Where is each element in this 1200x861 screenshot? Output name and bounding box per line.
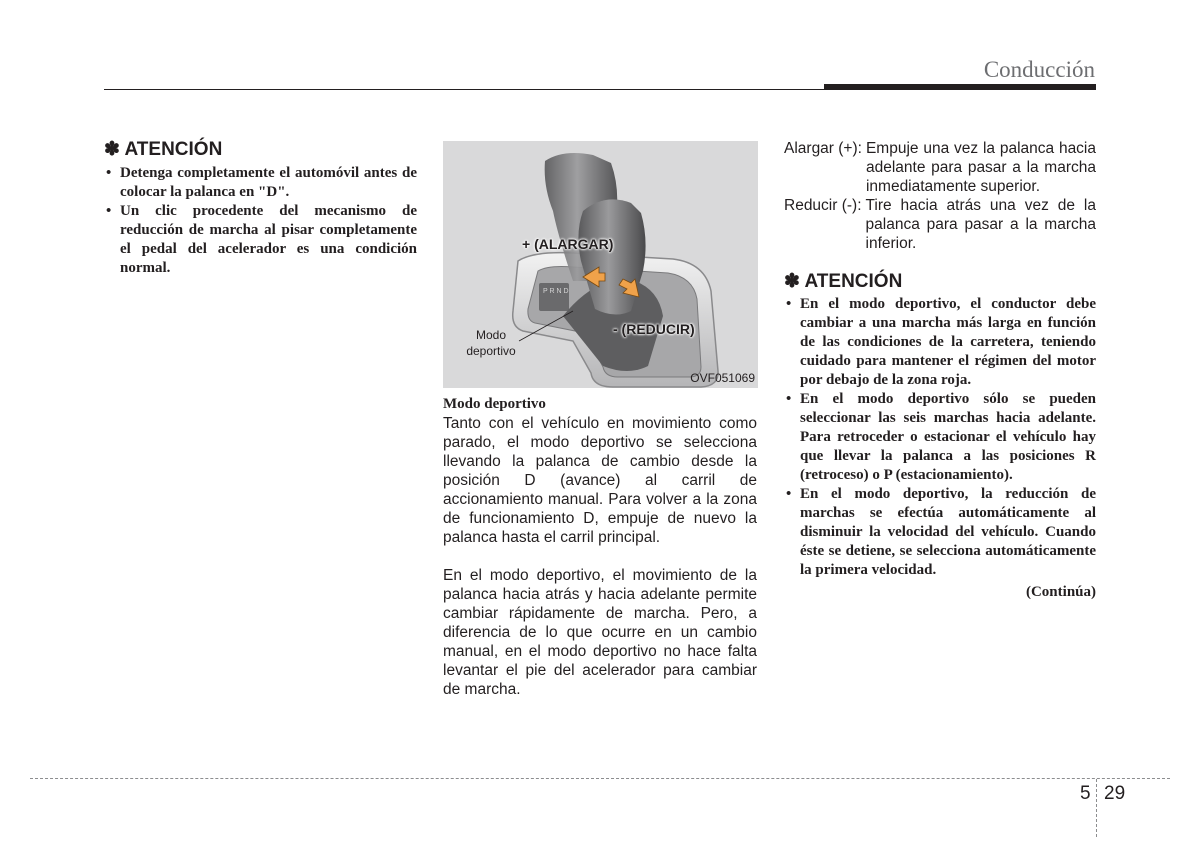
page-number: 29	[1104, 783, 1126, 804]
svg-text:P R N D: P R N D	[543, 288, 569, 295]
attention-heading: ✽ ATENCIÓN	[104, 139, 223, 160]
right-column	[784, 139, 1096, 602]
continues-note: (Continúa)	[1025, 584, 1096, 600]
gear-shift-figure	[443, 141, 758, 388]
definition-row	[784, 196, 1096, 253]
footer-divider	[1096, 779, 1097, 837]
figure-label-mode-line1: Modo	[475, 328, 507, 342]
attention-bullet: • En el modo deportivo, la reducción de marchas se efectúa automáticamente al disminuir la velocidad del vehículo. Cuando éste se detiene, se selecciona automáticamente la primera velocidad.	[784, 485, 1096, 580]
middle-column	[443, 395, 757, 699]
figure-code: OVF051069	[690, 371, 755, 385]
definition-desc: Tire hacia atrás una vez de la palanca para pasar a la marcha inferior.	[865, 197, 1096, 252]
definition-term: Reducir (-):	[784, 197, 862, 214]
paragraph: En el modo deportivo, el movimiento de la palanca hacia atrás y hacia adelante permite cambiar rápidamente de marcha. Pero, a diferencia de lo que ocurre en un cambio manual, en el modo deportivo no hace falta levantar el pie del acelerador para cambiar de marcha.	[443, 567, 757, 698]
chapter-number: 5	[1080, 783, 1091, 804]
attention-bullet: • En el modo deportivo sólo se pueden seleccionar las seis marchas hacia adelante. Para retroceder o estacionar el vehículo hay que llevar la palanca a las posiciones R (retroceso) o P (estacionamiento).	[784, 390, 1096, 485]
definition-desc: Empuje una vez la palanca hacia adelante para pasar a la marcha inmediatamente superior.	[865, 140, 1096, 195]
figure-label-mode-line2: deportivo	[466, 344, 516, 358]
paragraph: Tanto con el vehículo en movimiento como parado, el modo deportivo se selecciona llevando la palanca de cambio desde la posición D (avance) al carril de accionamiento manual. Para volver a la zona de funcionamiento D, empuje de nuevo la palanca hasta el carril principal.	[443, 415, 757, 546]
header-rule-accent	[824, 84, 1096, 90]
figure-label-up: + (ALARGAR)	[522, 236, 614, 252]
header-rule	[104, 89, 824, 90]
definition-row	[784, 139, 1096, 196]
attention-bullet: • Un clic procedente del mecanismo de reducción de marcha al pisar completamente el pedal del acelerador es una condición normal.	[104, 202, 417, 278]
left-column	[104, 138, 417, 278]
definition-term: Alargar (+):	[784, 140, 862, 157]
attention-bullet: • En el modo deportivo, el conductor debe cambiar a una marcha más larga en función de las condiciones de la carretera, teniendo cuidado para mantener el régimen del motor por debajo de la zona roja.	[784, 295, 1096, 390]
figure-label-mode	[443, 327, 539, 359]
section-title: Conducción	[983, 57, 1095, 82]
subheading: Modo deportivo	[443, 396, 546, 412]
attention-heading: ✽ ATENCIÓN	[784, 271, 903, 292]
footer-rule	[30, 778, 1170, 779]
figure-label-down: - (REDUCIR)	[613, 321, 695, 337]
attention-bullet: • Detenga completamente el automóvil antes de colocar la palanca en "D".	[104, 164, 417, 202]
